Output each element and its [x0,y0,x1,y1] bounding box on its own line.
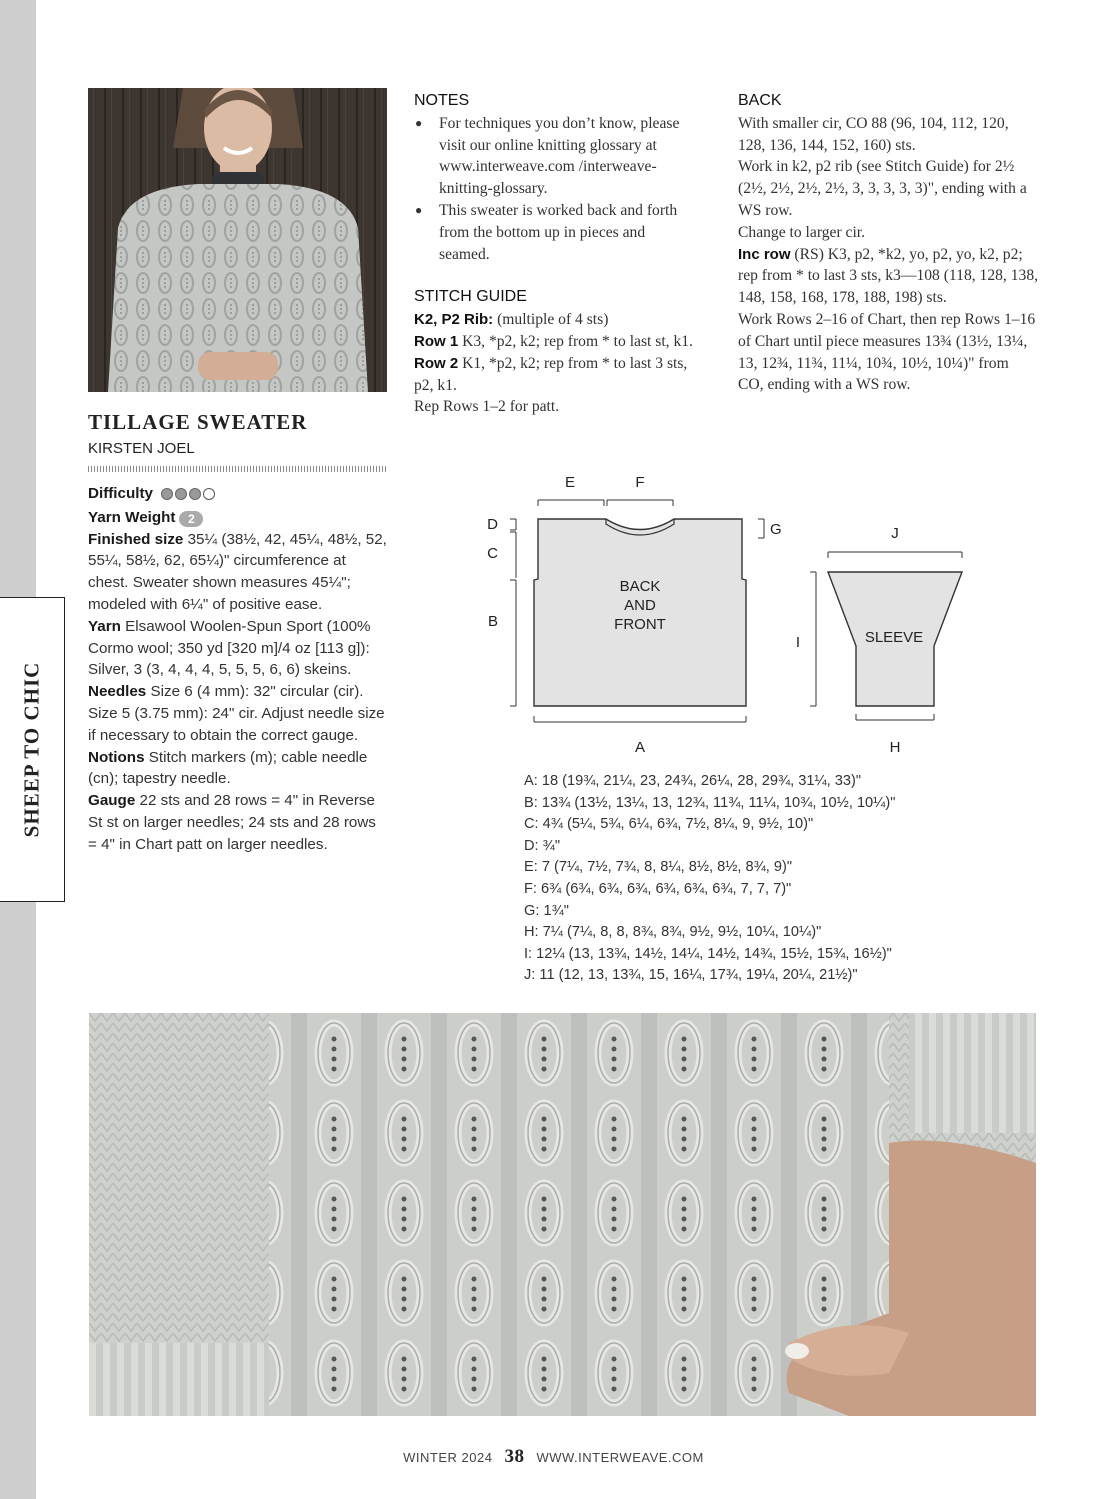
dim-e [538,500,604,506]
measurement-row [524,901,895,923]
measurement-key: C: [524,816,539,833]
dim-g [758,519,764,538]
measurement-value: ¾" [542,837,561,854]
dim-i [810,572,816,706]
detail-photo [89,1013,1036,1416]
label-f: F [635,474,645,491]
back-paragraph: With smaller cir, CO 88 (96, 104, 112, 120, 128, 136, 144, 152, 160) sts. [738,114,1009,154]
measurement-key: A: [524,773,538,789]
measurement-row [524,922,895,944]
measurement-row [524,965,895,987]
section-tab-label: SHEEP TO CHIC [19,661,44,838]
yarn-label: Yarn [88,617,121,635]
repeat-instruction: Rep Rows 1–2 for patt. [414,398,560,416]
body-label-line3: FRONT [614,616,666,633]
difficulty-dot-empty [203,488,215,500]
notions-label: Notions [88,748,145,766]
needles-label: Needles [88,683,147,701]
measurement-value: 18 (19¾, 21¼, 23, 24¾, 26¼, 28, 29¾, 31¼, 33)" [541,773,862,789]
needles-info [88,681,388,746]
inc-row-label: Inc row [738,245,791,263]
row2-text: K1, *p2, k2; rep from * to last 3 sts, p2, k1. [414,354,688,394]
label-c: C [487,545,498,562]
label-d: D [487,516,498,533]
measurement-key: H: [524,924,539,941]
difficulty-label: Difficulty [88,485,153,502]
difficulty-dot-filled [189,488,201,500]
issue-label: WINTER 2024 [403,1450,493,1465]
title-rule [88,466,386,472]
dim-c [510,532,516,578]
website-link[interactable]: WWW.INTERWEAVE.COM [536,1450,704,1465]
back-column [738,90,1038,396]
dim-j [828,552,962,558]
measurement-row [524,836,895,858]
measurement-value: 4¾ (5¼, 5¾, 6¼, 6¾, 7½, 8¼, 9, 9½, 10)" [542,816,814,833]
yarn-weight-label: Yarn Weight [88,508,176,526]
inc-row-instruction [738,244,1038,309]
measurement-key: D: [524,837,539,854]
body-label-line1: BACK [619,578,661,595]
notes-column [414,90,696,418]
notes-heading: NOTES [414,92,470,109]
measurements-list [524,771,895,987]
dim-d [510,519,516,530]
yarn-weight-row [88,507,388,529]
measurement-value: 1¾" [543,902,569,919]
label-a: A [634,739,646,756]
label-e: E [564,474,576,491]
measurement-value: 7¼ (7¼, 8, 8, 8¾, 8¾, 9½, 9½, 10¼, 10¼)" [542,924,822,941]
gauge-label: Gauge [88,792,136,810]
measurement-value: 11 (12, 13, 13¾, 15, 16¼, 17¾, 19¼, 20¼, 21½)" [539,967,858,984]
measurement-key: J: [524,967,536,984]
difficulty-dot-filled [161,488,173,500]
stitch-guide-heading: STITCH GUIDE [414,288,527,306]
model-photo [88,88,387,392]
measurement-value: 13¾ (13½, 13¼, 13, 12¾, 11¾, 11¼, 10¾, 10½, 10¼)" [541,794,896,811]
measurement-value: 12¼ (13, 13¾, 14½, 14¼, 14½, 14¾, 15½, 15¾, 16½)" [536,945,892,962]
measurement-row [524,771,895,793]
rib-definition [414,309,696,331]
row2-instruction [414,353,696,397]
inc-row-text: (RS) K3, p2, *k2, yo, p2, yo, k2, p2; rep from * to last 3 sts, k3—108 (118, 128, 138, 148, 158, 168, 178, 188, 198) sts. [738,245,1039,307]
yarn-text: Elsawool Woolen-Spun Sport (100% Cormo wool; 350 yd [320 m]/4 oz [113 g]): Silver, 3 (3, 4, 4, 4, 5, 5, 5, 6, 6) skeins. [88,617,371,679]
needles-text: Size 6 (4 mm): 32" circular (cir). Size 5 (3.75 mm): 24" cir. Adjust needle size if necessary to obtain the correct gauge. [88,683,385,744]
back-heading: BACK [738,92,782,109]
pattern-title: TILLAGE SWEATER [88,410,308,434]
row1-instruction [414,331,696,353]
designer-name: KIRSTEN JOEL [88,440,195,457]
sleeve-label: SLEEVE [864,629,924,646]
notions-text: Stitch markers (m); cable needle (cn); tapestry needle. [88,748,368,788]
yarn-weight-icon: 2 [179,511,203,527]
row2-label: Row 2 [414,354,459,372]
row1-text: K3, *p2, k2; rep from * to last st, k1. [462,332,693,350]
label-j: J [891,525,899,542]
finished-size [88,529,388,616]
measurement-key: I: [524,945,533,962]
section-tab [0,597,65,902]
difficulty-row [88,483,388,507]
measurement-row [524,857,895,879]
measurement-row [524,944,895,966]
dim-h [856,714,934,720]
dim-a [534,716,746,722]
measurement-row [524,793,895,815]
difficulty-dot-filled [175,488,187,500]
page-number: 38 [504,1446,525,1467]
back-paragraph: Work Rows 2–16 of Chart, then rep Rows 1–16 of Chart until piece measures 13¾ (13½, 13¼, 13, 12¾, 11¾, 11¼, 10¾, 10½, 10¼)" from CO, ending with a WS row. [738,310,1036,394]
schematic-diagram [470,470,990,765]
label-g: G [770,521,782,538]
notes-item: ● For techniques you don’t know, please visit our online knitting glossary at www.interweave.com /interweave-knitting-glossary. [414,113,696,200]
gauge-info [88,790,388,855]
label-b: B [487,613,498,630]
notions-info [88,747,388,791]
gauge-text: 22 sts and 28 rows = 4" in Reverse St st on larger needles; 24 sts and 28 rows = 4" in Chart patt on larger needles. [88,792,376,853]
measurement-row [524,879,895,901]
finished-size-label: Finished size [88,530,184,548]
measurement-key: F: [524,880,537,897]
measurement-key: B: [524,794,538,811]
body-label-line2: AND [624,597,656,614]
page-footer [0,1446,1107,1468]
rib-text: (multiple of 4 sts) [497,311,609,329]
specs-block [88,483,388,856]
dim-f [607,500,673,506]
difficulty-rating [161,485,217,507]
notes-item: ● This sweater is worked back and forth from the bottom up in pieces and seamed. [414,200,696,265]
finished-size-text: 35¼ (38½, 42, 45¼, 48½, 52, 55¼, 58½, 62, 65¼)" circumference at chest. Sweater shown measures 45¼"; modeled with 6¼" of positive ease. [88,530,387,613]
measurement-value: 7 (7¼, 7½, 7¾, 8, 8¼, 8½, 8½, 8¾, 9)" [541,859,793,876]
back-paragraph: Work in k2, p2 rib (see Stitch Guide) for 2½ (2½, 2½, 2½, 2½, 3, 3, 3, 3, 3)", ending with a WS row. [738,158,1027,219]
measurement-row [524,814,895,836]
row1-label: Row 1 [414,332,459,350]
label-i: I [795,634,800,651]
measurement-key: G: [524,902,540,919]
dim-b [510,580,516,706]
measurement-value: 6¾ (6¾, 6¾, 6¾, 6¾, 6¾, 6¾, 7, 7, 7)" [541,880,792,897]
back-paragraph: Change to larger cir. [738,223,866,241]
rib-label: K2, P2 Rib: [414,311,494,329]
label-h: H [889,739,901,756]
measurement-key: E: [524,859,538,876]
yarn-info [88,616,388,681]
